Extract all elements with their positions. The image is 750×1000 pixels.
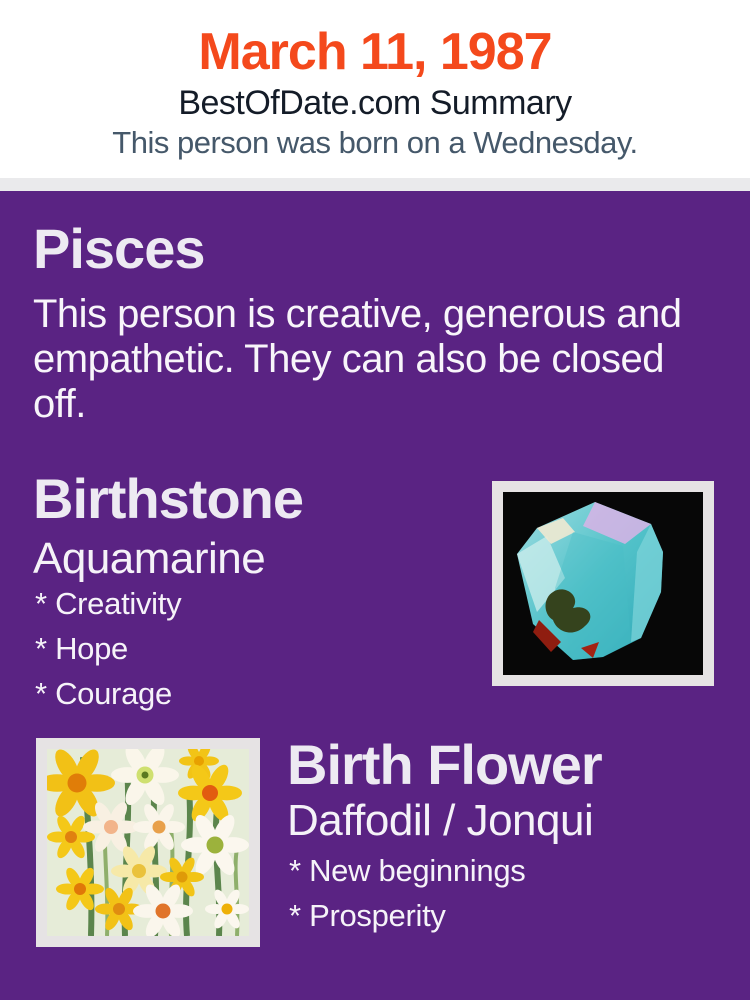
birthstone-trait: * Hope [35, 631, 128, 666]
daffodil-flowers-illustration [47, 749, 249, 936]
site-summary-subtitle: BestOfDate.com Summary [178, 84, 572, 122]
birth-flower-name: Daffodil / Jonqui [287, 796, 594, 845]
birthstone-trait: * Courage [35, 676, 172, 711]
birth-flower-trait: * New beginnings [289, 853, 526, 888]
birth-flower-trait-list [289, 855, 525, 945]
page-title-date: March 11, 1987 [198, 23, 552, 81]
weekday-note: This person was born on a Wednesday. [112, 125, 638, 160]
birthstone-trait: * Creativity [35, 586, 182, 621]
header-divider [0, 178, 750, 191]
header [0, 0, 750, 178]
birthstone-trait-list [35, 588, 181, 723]
birth-flower-trait: * Prosperity [289, 898, 446, 933]
zodiac-description: This person is creative, generous and empathetic. They can also be closed off. [33, 292, 682, 426]
birth-flower-heading: Birth Flower [287, 733, 602, 796]
birthstone-heading: Birthstone [33, 467, 303, 530]
aquamarine-stone-illustration [503, 492, 703, 675]
zodiac-heading: Pisces [33, 217, 205, 280]
aquamarine-photo [492, 481, 714, 686]
birthstone-name: Aquamarine [33, 534, 266, 583]
daffodil-photo [36, 738, 260, 947]
